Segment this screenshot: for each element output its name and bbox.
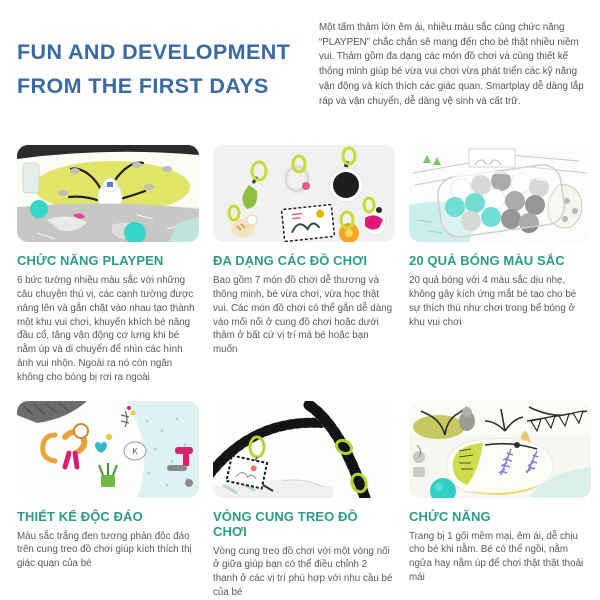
page-title-line-2: FROM THE FIRST DAYS	[17, 74, 269, 98]
feature-heading: CHỨC NĂNG PLAYPEN	[17, 253, 164, 269]
feature-card-design	[17, 401, 199, 600]
playpen-walls-photo	[17, 145, 199, 242]
toys-set-illustration	[213, 145, 395, 242]
feature-card-balls	[409, 145, 591, 384]
brand-k-logo: K	[132, 446, 138, 456]
feature-heading: VÒNG CUNG TREO ĐỒ CHƠI	[213, 508, 358, 539]
feature-heading: CHỨC NĂNG	[409, 508, 491, 524]
feature-body: Bao gồm 7 món đồ chơi dễ thương và thông minh, bé vừa chơi, vừa học thật vui. Các món đồ chơi có thể gắn dễ dàng vào mối nối ở cung đồ chơi hoặc dưới thảm ở bất cứ vị trí mà bé hoặc bạn muốn	[213, 275, 393, 356]
feature-card-playpen	[17, 145, 199, 384]
feature-grid	[17, 145, 590, 600]
hanging-arch-photo	[213, 401, 395, 498]
intro-paragraph: Một tấm thảm lớn êm ái, nhiều màu sắc cùng chức năng “PLAYPEN” chắc chắn sẽ mang đến cho bé thật nhiều niềm vui. Thảm gồm đa dạng các món đồ chơi và cùng thiết kế thông minh giúp bé vừa vui chơi vừa phát triển các kỹ năng vận động và kích thích các giác quan. Smartplay dễ dàng lắp ráp và vận chuyển, dễ dàng vệ sinh và cất trữ.	[319, 22, 584, 107]
feature-card-pillow	[409, 401, 591, 600]
feature-card-arch	[213, 401, 395, 600]
feature-heading: 20 QUẢ BÓNG MÀU SẮC	[409, 253, 565, 269]
pillow-photo	[409, 401, 591, 498]
page-title-line-1: FUN AND DEVELOPMENT	[17, 40, 291, 64]
header	[17, 20, 590, 109]
feature-body: Vòng cung treo đồ chơi với một vòng nối ở giữa giúp bạn có thể điều chỉnh 2 thanh ở các vị trí phù hợp với nhu cầu bé của bé	[213, 545, 393, 598]
feature-body: Trang bị 1 gối mềm mại, êm ái, dễ chịu cho bé khi nằm. Bé có thể ngồi, nằm ngửa hay nằm úp để chơi thật thật thoải mái	[409, 530, 584, 583]
feature-body: 20 quả bóng với 4 màu sắc dịu nhẹ, không gây kích ứng mắt bé tạo cho bé sự thích thú như chơi trong bể bóng ở khu vui chơi	[409, 275, 577, 328]
feature-body: 6 bức tường nhiều màu sắc với những câu chuyện thú vị, các cạnh tường được nâng lên và gắn chặt vào nhau tạo thành một khu vui chơi, khuyến khích bé nâng đầu cổ, tăng vận động cơ lưng khi bé nằm úp và di chuyển để nhìn các hình ảnh vui nhộn. Ngoài ra nó còn ngăn không cho bóng bị rơi ra ngoài	[17, 275, 195, 383]
feature-heading: THIẾT KẾ ĐỘC ĐÁO	[17, 508, 143, 524]
mat-artwork-illustration	[17, 401, 199, 498]
mat-artwork-photo	[17, 401, 199, 498]
feature-body: Màu sắc trắng đen tương phản độc đáo trên cung treo đồ chơi giúp kích thích thị giác quan của bé	[17, 530, 192, 570]
feature-heading: ĐA DẠNG CÁC ĐỒ CHƠI	[213, 253, 368, 269]
page-title	[17, 35, 319, 103]
playpen-walls-illustration	[17, 145, 199, 242]
pillow-illustration	[409, 401, 591, 498]
balls-bag-photo	[409, 145, 591, 242]
balls-bag-illustration	[409, 145, 591, 242]
hanging-arch-illustration	[213, 401, 395, 498]
toys-set-photo	[213, 145, 395, 242]
feature-card-toys	[213, 145, 395, 384]
